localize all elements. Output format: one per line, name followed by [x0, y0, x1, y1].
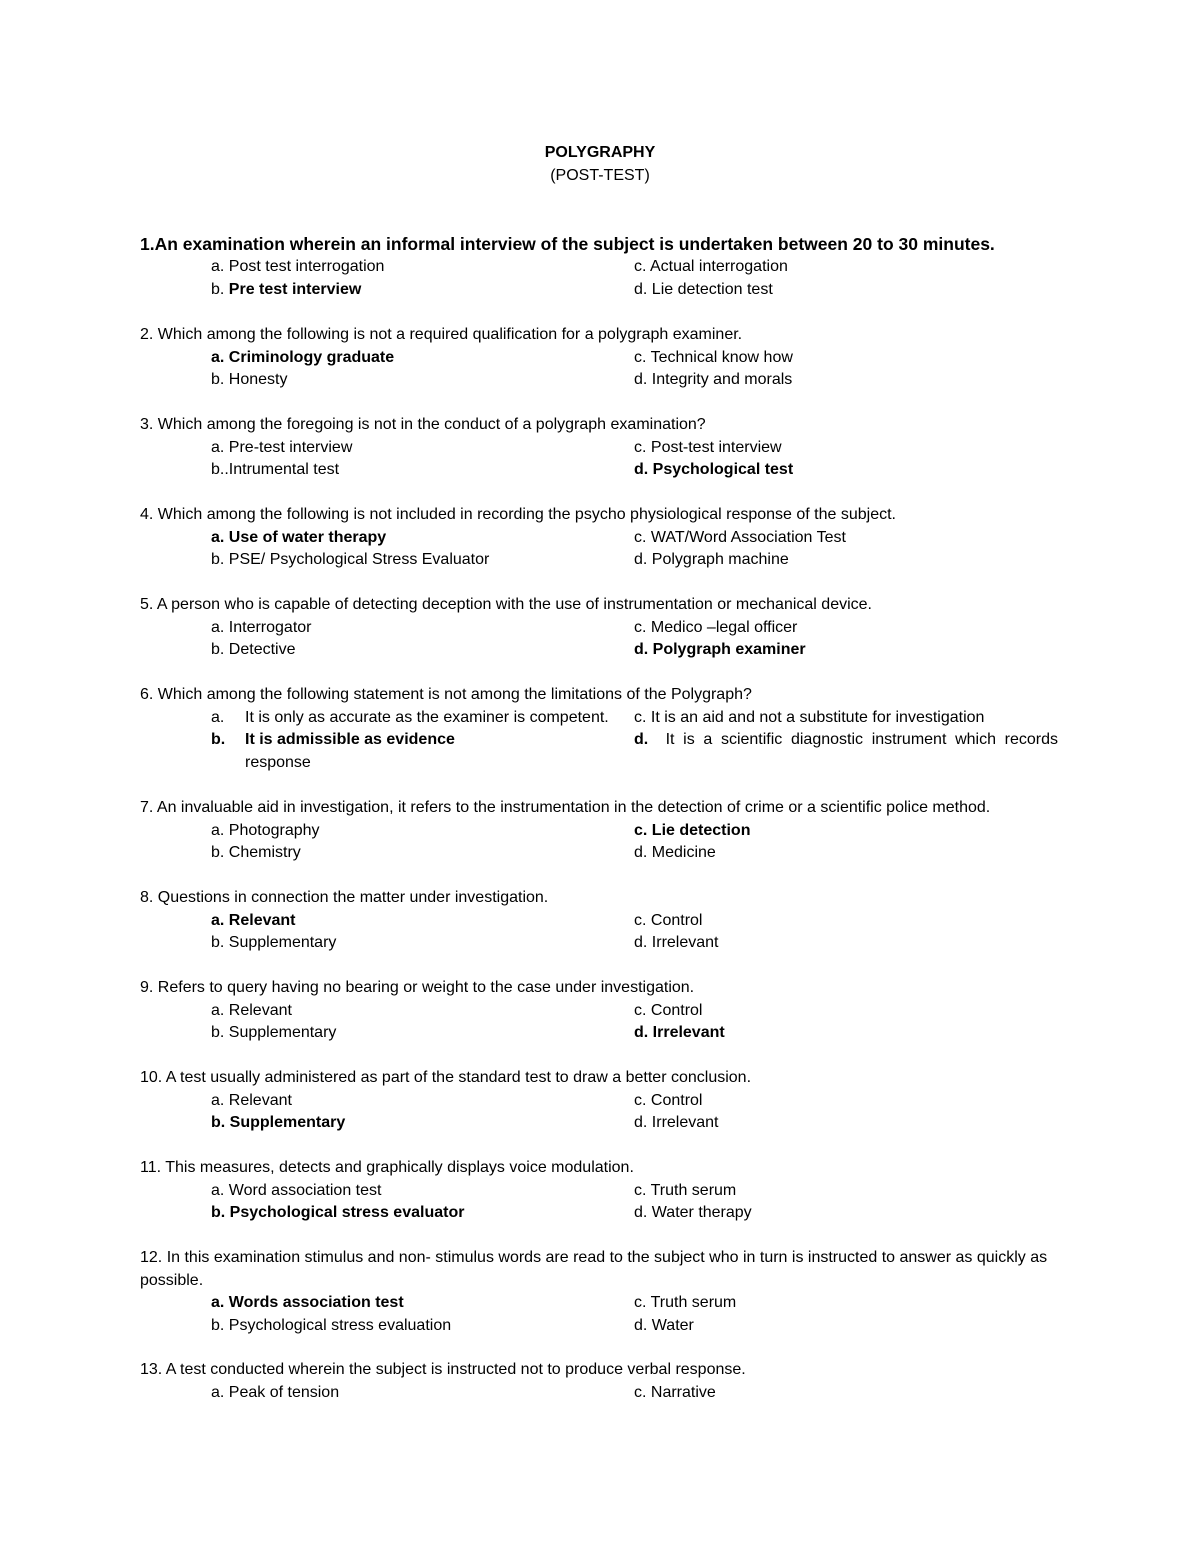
- option-d-continued: response: [245, 753, 311, 771]
- question-stem: 4. Which among the following is not included in recording the psycho physiological response of the subject.: [140, 506, 896, 523]
- option-d: d. Polygraph machine: [634, 551, 789, 568]
- question-stem: 5. A person who is capable of detecting deception with the use of instrumentation or mechanical device.: [140, 596, 872, 613]
- question-stem: 7. An invaluable aid in investigation, it refers to the instrumentation in the detection of crime or a scientific police method.: [140, 799, 991, 816]
- question-9: [140, 977, 1060, 1045]
- question-2: [140, 324, 1060, 392]
- option-b-answer: b. Psychological stress evaluator: [211, 1204, 465, 1221]
- question-5: [140, 594, 1060, 662]
- option-b: b. Chemistry: [211, 844, 301, 861]
- option-c: c. Control: [634, 1091, 703, 1109]
- question-11: [140, 1157, 1060, 1225]
- option-a-answer: a. Criminology graduate: [211, 348, 395, 366]
- option-b: b..Intrumental test: [211, 461, 340, 478]
- option-c: c. It is an aid and not a substitute for investigation: [634, 708, 985, 726]
- question-stem: 8. Questions in connection the matter under investigation.: [140, 889, 549, 906]
- question-1: [140, 232, 1060, 301]
- question-stem: 11. This measures, detects and graphically displays voice modulation.: [140, 1159, 634, 1176]
- option-c: c. Actual interrogation: [634, 258, 788, 275]
- option-a: a. Word association test: [211, 1181, 382, 1199]
- option-d-letter: d.: [634, 731, 649, 748]
- option-d: d. Irrelevant: [634, 1114, 719, 1131]
- option-a-answer: a. Relevant: [211, 911, 296, 929]
- option-b: b. Honesty: [211, 371, 288, 388]
- option-d-answer: d. Psychological test: [634, 461, 794, 478]
- option-b: b. Detective: [211, 641, 296, 658]
- options: [140, 910, 1060, 955]
- option-b: b. Supplementary: [211, 1024, 337, 1041]
- question-stem: 13. A test conducted wherein the subject is instructed not to produce verbal response.: [140, 1361, 746, 1378]
- options: [140, 820, 1060, 865]
- options: [140, 256, 1060, 301]
- option-b-letter: b.: [211, 280, 229, 298]
- option-c: c. Truth serum: [634, 1294, 737, 1311]
- option-a: It is only as accurate as the examiner is competent.: [245, 708, 609, 726]
- option-a: a. Relevant: [211, 1091, 292, 1109]
- option-d: d. Medicine: [634, 844, 716, 861]
- option-b: [211, 279, 361, 302]
- options: [140, 1180, 1060, 1225]
- question-6: [140, 684, 1060, 775]
- option-b: b. PSE/ Psychological Stress Evaluator: [211, 551, 490, 568]
- option-c: c. Control: [634, 911, 703, 929]
- option-a: a. Pre-test interview: [211, 438, 353, 456]
- question-stem: 2. Which among the following is not a required qualification for a polygraph examiner.: [140, 326, 743, 343]
- option-d: d. Irrelevant: [634, 934, 719, 951]
- question-stem: 6. Which among the following statement is not among the limitations of the Polygraph?: [140, 686, 752, 703]
- option-c-answer: c. Lie detection: [634, 821, 751, 839]
- options: [140, 347, 1060, 392]
- option-c: c. Truth serum: [634, 1181, 737, 1199]
- option-c: c. Control: [634, 1001, 703, 1019]
- option-d: d. Water: [634, 1316, 694, 1334]
- question-stem: 12. In this examination stimulus and non- stimulus words are read to the subject who in turn is instructed to answer as quickly as possible.: [140, 1249, 1048, 1289]
- question-stem: 9. Refers to query having no bearing or weight to the case under investigation.: [140, 979, 695, 996]
- document-subtitle: (POST-TEST): [550, 167, 650, 184]
- option-d: d. Integrity and morals: [634, 371, 793, 388]
- question-8: [140, 887, 1060, 955]
- option-a-answer: a. Words association test: [211, 1294, 404, 1311]
- option-c: c. Medico –legal officer: [634, 618, 798, 636]
- options: [140, 437, 1060, 482]
- option-b: b. Psychological stress evaluation: [211, 1316, 452, 1334]
- option-b-answer: It is admissible as evidence: [245, 731, 455, 748]
- option-d: d. Lie detection test: [634, 280, 773, 298]
- question-stem: 3. Which among the foregoing is not in the conduct of a polygraph examination?: [140, 416, 706, 433]
- option-d-answer: d. Irrelevant: [634, 1024, 725, 1041]
- question-7: [140, 797, 1060, 865]
- question-4: [140, 504, 1060, 572]
- option-c: c. WAT/Word Association Test: [634, 528, 846, 546]
- options: [140, 527, 1060, 572]
- options: [140, 617, 1060, 662]
- option-a-letter: a.: [211, 708, 225, 726]
- option-d-text: It is a scientific diagnostic instrument which records: [665, 731, 1059, 748]
- question-13: [140, 1359, 1060, 1405]
- option-c: c. Narrative: [634, 1383, 716, 1401]
- document-title: POLYGRAPHY: [544, 144, 656, 161]
- question-12: [140, 1247, 1060, 1337]
- option-d-answer: d. Polygraph examiner: [634, 641, 806, 658]
- option-d: [634, 729, 1058, 752]
- question-stem: 10. A test usually administered as part of the standard test to draw a better conclusion.: [140, 1069, 752, 1086]
- option-b-answer: Pre test interview: [228, 280, 362, 298]
- option-b: b. Supplementary: [211, 934, 337, 951]
- option-a: a. Peak of tension: [211, 1383, 340, 1401]
- question-10: [140, 1067, 1060, 1135]
- option-a: a. Interrogator: [211, 618, 312, 636]
- options: [140, 1090, 1060, 1135]
- option-d: d. Water therapy: [634, 1204, 752, 1221]
- option-c: c. Technical know how: [634, 348, 793, 366]
- question-stem: 1.An examination wherein an informal interview of the subject is undertaken between 20 to 30 minutes.: [140, 234, 995, 254]
- options: [140, 707, 1060, 775]
- question-3: [140, 414, 1060, 482]
- option-a-answer: a. Use of water therapy: [211, 528, 387, 546]
- option-c: c. Post-test interview: [634, 438, 782, 456]
- option-a: a. Relevant: [211, 1001, 292, 1019]
- option-a: a. Post test interrogation: [211, 258, 385, 275]
- options: [140, 1382, 1060, 1405]
- option-b-answer: b. Supplementary: [211, 1114, 346, 1131]
- option-a: a. Photography: [211, 821, 320, 839]
- options: [140, 1000, 1060, 1045]
- options: [140, 1292, 1060, 1337]
- option-b-letter: b.: [211, 731, 226, 748]
